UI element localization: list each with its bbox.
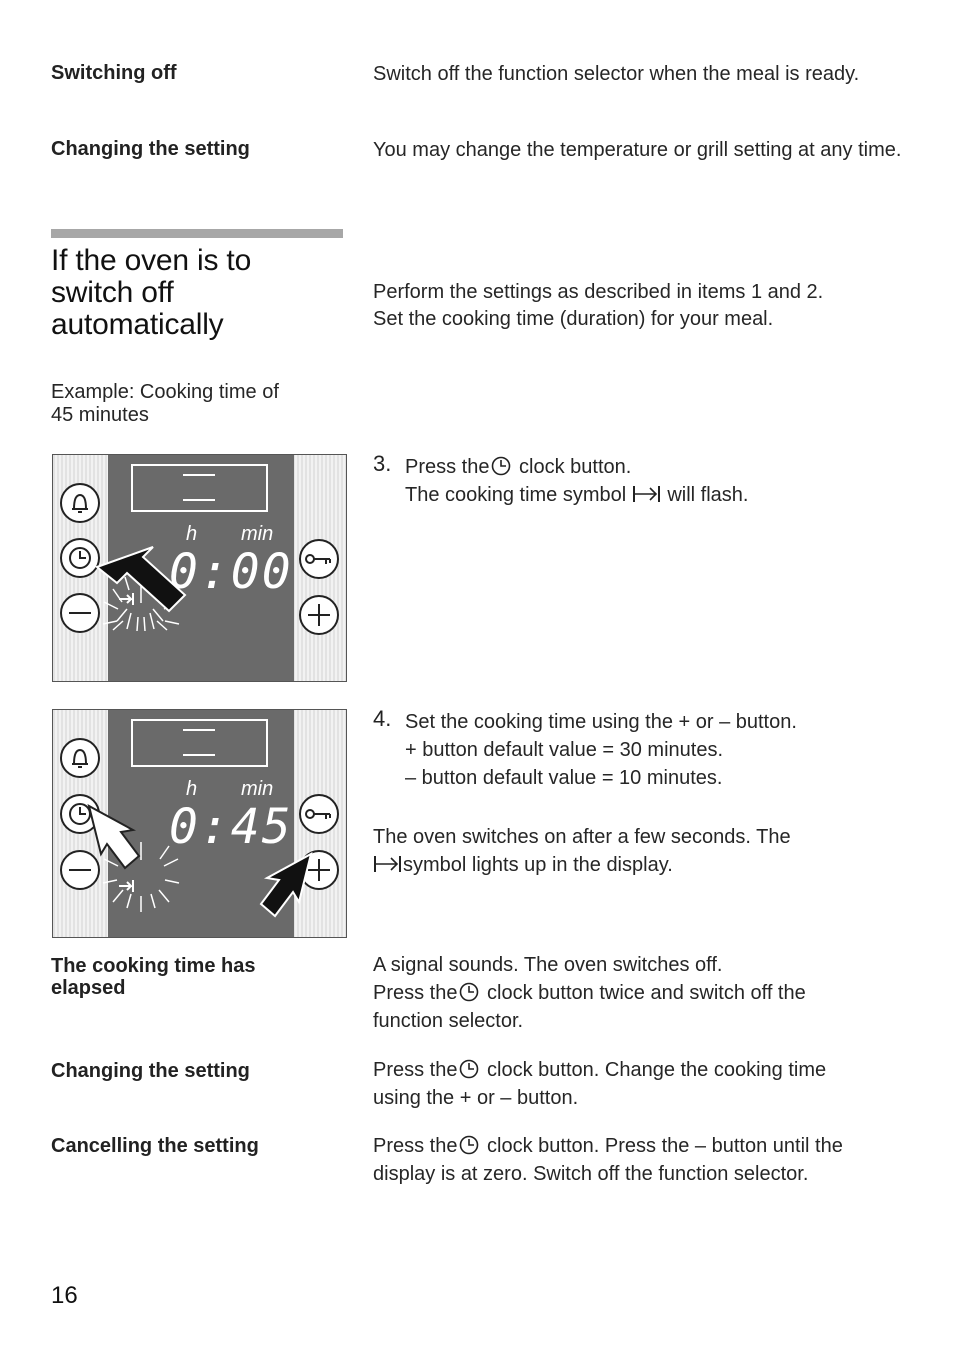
elapsed-line-3: function selector. bbox=[373, 1010, 524, 1032]
step-3-line-2-b: will flash. bbox=[667, 484, 749, 506]
clock-icon bbox=[459, 1059, 479, 1079]
changing-setting-2-line-1-b: clock button. Change the cooking time bbox=[487, 1059, 827, 1081]
bell-button[interactable] bbox=[61, 484, 99, 522]
step-3-line-2-a: The cooking time symbol bbox=[405, 484, 627, 506]
minus-button[interactable] bbox=[61, 851, 99, 889]
changing-setting-2-text bbox=[373, 1056, 826, 1112]
step-4-text bbox=[405, 708, 797, 792]
time-display: 0:00 bbox=[169, 544, 293, 600]
unit-h-label: h bbox=[186, 523, 198, 545]
cancelling-setting-line-1-a: Press the bbox=[373, 1135, 458, 1157]
elapsed-line-2-b: clock button twice and switch off the bbox=[487, 982, 806, 1004]
cancelling-setting-line-1 bbox=[373, 1132, 843, 1160]
section-intro bbox=[373, 279, 823, 333]
step-3-text bbox=[405, 453, 748, 509]
changing-setting-text: You may change the temperature or grill setting at any time. bbox=[373, 139, 902, 161]
elapsed-label-line-1: The cooking time has bbox=[51, 955, 256, 977]
changing-setting-2-line-1-a: Press the bbox=[373, 1059, 458, 1081]
step-4-line-1: Set the cooking time using the + or – button. bbox=[405, 711, 797, 733]
changing-setting-label: Changing the setting bbox=[51, 138, 250, 160]
clock-icon bbox=[459, 1135, 479, 1155]
cancelling-setting-label: Cancelling the setting bbox=[51, 1135, 259, 1157]
key-lock-button[interactable] bbox=[300, 540, 338, 578]
cooking-time-symbol-icon bbox=[373, 854, 403, 874]
intro-line-1: Perform the settings as described in items 1 and 2. bbox=[373, 281, 824, 303]
step-4-number: 4. bbox=[373, 706, 392, 731]
elapsed-line-1: A signal sounds. The oven switches off. bbox=[373, 954, 723, 976]
cooking-time-symbol-icon bbox=[632, 484, 662, 504]
unit-h-label: h bbox=[186, 778, 198, 800]
step-3-line-1 bbox=[405, 453, 748, 481]
step-3-number: 3. bbox=[373, 451, 392, 476]
heading-line-3: automatically bbox=[51, 308, 224, 341]
oven-control-panel-2 bbox=[52, 709, 347, 938]
after-step-4-line-1: The oven switches on after a few seconds. The bbox=[373, 826, 791, 848]
heading-line-1: If the oven is to bbox=[51, 244, 252, 277]
changing-setting-2-label: Changing the setting bbox=[51, 1060, 250, 1082]
section-heading bbox=[51, 245, 251, 341]
changing-setting-2-line-1 bbox=[373, 1056, 826, 1084]
changing-setting-2-line-2: using the + or – button. bbox=[373, 1087, 579, 1109]
elapsed-label bbox=[51, 955, 255, 999]
after-step-4-line-2-text: symbol lights up in the display. bbox=[403, 854, 673, 876]
key-lock-button[interactable] bbox=[300, 795, 338, 833]
oven-control-panel-1 bbox=[52, 454, 347, 682]
section-rule bbox=[51, 229, 343, 238]
after-step-4-line-2 bbox=[373, 851, 791, 879]
clock-icon bbox=[491, 456, 511, 476]
elapsed-label-line-2: elapsed bbox=[51, 977, 126, 999]
page-number: 16 bbox=[51, 1282, 78, 1309]
cancelling-setting-line-2: display is at zero. Switch off the function selector. bbox=[373, 1163, 809, 1185]
example-line-2: 45 minutes bbox=[51, 404, 149, 426]
elapsed-text bbox=[373, 951, 806, 1035]
step-3-line-2 bbox=[405, 481, 748, 509]
bell-button[interactable] bbox=[61, 739, 99, 777]
step-3-line-1-a: Press the bbox=[405, 456, 490, 478]
example-caption bbox=[51, 381, 279, 427]
heading-line-2: switch off bbox=[51, 276, 174, 309]
elapsed-line-2 bbox=[373, 979, 806, 1007]
cancelling-setting-text bbox=[373, 1132, 843, 1188]
time-display: 0:45 bbox=[169, 799, 293, 855]
elapsed-line-2-a: Press the bbox=[373, 982, 458, 1004]
switching-off-label: Switching off bbox=[51, 62, 177, 84]
switching-off-text: Switch off the function selector when the meal is ready. bbox=[373, 63, 860, 85]
after-step-4-text bbox=[373, 823, 791, 879]
clock-icon bbox=[459, 982, 479, 1002]
cancelling-setting-line-1-b: clock button. Press the – button until the bbox=[487, 1135, 843, 1157]
plus-button[interactable] bbox=[300, 596, 338, 634]
step-4-line-3: – button default value = 10 minutes. bbox=[405, 767, 723, 789]
step-3-line-1-b: clock button. bbox=[519, 456, 632, 478]
clock-button[interactable] bbox=[61, 539, 99, 577]
intro-line-2: Set the cooking time (duration) for your meal. bbox=[373, 308, 774, 330]
example-line-1: Example: Cooking time of bbox=[51, 381, 279, 403]
unit-min-label: min bbox=[241, 778, 274, 800]
minus-button[interactable] bbox=[61, 594, 99, 632]
unit-min-label: min bbox=[241, 523, 274, 545]
step-4-line-2: + button default value = 30 minutes. bbox=[405, 739, 723, 761]
